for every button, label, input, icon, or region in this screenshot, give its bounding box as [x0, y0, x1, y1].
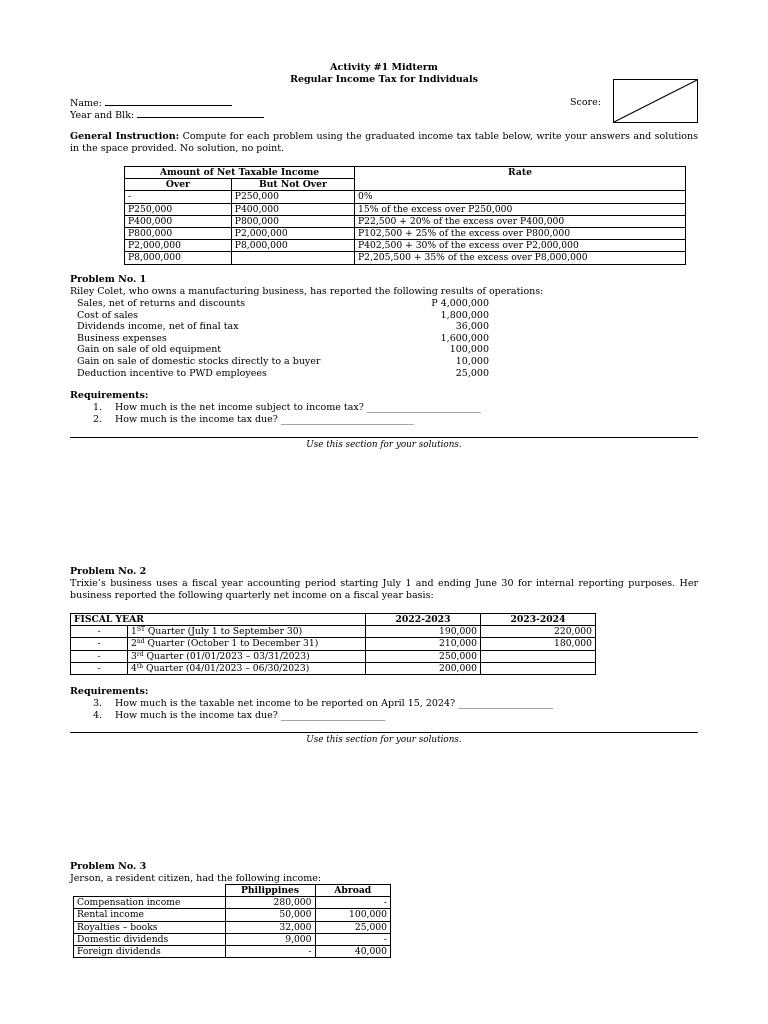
jerson-income-table	[73, 884, 391, 958]
item-label: Business expenses	[77, 332, 167, 344]
table-row	[74, 897, 391, 909]
requirement-text: How much is the income tax due? ______________________	[115, 710, 386, 721]
tax-table-header	[125, 167, 686, 179]
list-item	[77, 321, 489, 333]
header-blank	[74, 885, 226, 897]
requirement-number: 3.	[93, 698, 103, 709]
cell-over: P2,000,000	[125, 240, 232, 252]
cell-not-over	[231, 252, 354, 264]
cell-income-label: Royalties – books	[74, 921, 226, 933]
table-row	[74, 921, 391, 933]
cell-quarter	[128, 626, 366, 638]
fiscal-year-table	[70, 613, 596, 675]
income-table-header	[74, 885, 391, 897]
cell-rate: P402,500 + 30% of the excess over P2,000,000	[355, 240, 686, 252]
page-subtitle: Regular Income Tax for Individuals	[290, 74, 478, 85]
item-value: 1,600,000	[440, 332, 489, 344]
cell-abroad: -	[315, 897, 391, 909]
cell-2022-2023: 190,000	[366, 626, 481, 638]
cell-quarter	[128, 638, 366, 650]
cell-not-over: P2,000,000	[231, 227, 354, 239]
cell-over: P8,000,000	[125, 252, 232, 264]
table-row	[125, 227, 686, 239]
requirement-text: How much is the net income subject to income tax? ________________________	[115, 402, 481, 413]
cell-over: P250,000	[125, 203, 232, 215]
requirement-item	[93, 414, 414, 426]
cell-over: P400,000	[125, 215, 232, 227]
cell-abroad: 100,000	[315, 909, 391, 921]
cell-abroad: -	[315, 933, 391, 945]
requirement-item	[93, 710, 385, 722]
cell-rate: P22,500 + 20% of the excess over P400,000	[355, 215, 686, 227]
cell-not-over: P250,000	[231, 191, 354, 203]
table-row	[71, 662, 596, 674]
cell-over: -	[125, 191, 232, 203]
cell-philippines: 9,000	[225, 933, 315, 945]
header-amount: Amount of Net Taxable Income	[125, 167, 355, 179]
cell-philippines: -	[225, 945, 315, 957]
requirement-text: How much is the income tax due? ____________________________	[115, 414, 414, 425]
cell-2023-2024	[481, 650, 596, 662]
solution-note: Use this section for your solutions.	[306, 735, 462, 745]
cell-dash: -	[71, 638, 128, 650]
fiscal-table-header	[71, 614, 596, 626]
solution-divider	[70, 437, 698, 438]
graduated-tax-table	[124, 166, 686, 265]
cell-quarter	[128, 662, 366, 674]
quarter-suffix: ST	[136, 626, 145, 634]
cell-rate: P2,205,500 + 35% of the excess over P8,000,000	[355, 252, 686, 264]
solution-divider	[70, 732, 698, 733]
cell-rate: 0%	[355, 191, 686, 203]
item-value: P 4,000,000	[431, 298, 489, 309]
table-row	[74, 909, 391, 921]
cell-dash: -	[71, 650, 128, 662]
score-diagonal-icon	[614, 80, 697, 122]
item-label: Deduction incentive to PWD employees	[77, 367, 267, 379]
requirement-number: 2.	[93, 414, 103, 425]
problem2-heading: Problem No. 2	[70, 566, 147, 577]
list-item	[77, 298, 489, 310]
solution-note: Use this section for your solutions.	[306, 440, 462, 450]
cell-rate: 15% of the excess over P250,000	[355, 203, 686, 215]
instruction-label: General Instruction:	[70, 131, 180, 142]
cell-income-label: Compensation income	[74, 897, 226, 909]
requirement-text: How much is the taxable net income to be reported on April 15, 2024? ____________________	[115, 698, 554, 709]
requirement-number: 1.	[93, 402, 103, 413]
cell-income-label: Foreign dividends	[74, 945, 226, 957]
list-item	[77, 344, 489, 356]
instruction-text: Compute for each problem using the graduated income tax table below, write your answers and solutions in the space provided. No solution, no point.	[70, 131, 699, 154]
year-line	[137, 109, 264, 118]
header-fiscal-year: FISCAL YEAR	[71, 614, 366, 626]
requirement-item	[93, 402, 481, 414]
item-label: Cost of sales	[77, 309, 139, 321]
cell-not-over: P800,000	[231, 215, 354, 227]
name-field[interactable]	[70, 97, 232, 110]
table-row	[74, 933, 391, 945]
cell-over: P800,000	[125, 227, 232, 239]
page-title: Activity #1 Midterm	[330, 62, 438, 73]
header-rate: Rate	[355, 167, 686, 191]
quarter-suffix: nd	[136, 638, 145, 646]
cell-philippines: 50,000	[225, 909, 315, 921]
table-row	[71, 638, 596, 650]
quarter-suffix: th	[136, 662, 144, 670]
table-row	[125, 203, 686, 215]
item-value: 10,000	[455, 356, 489, 367]
list-item	[77, 310, 489, 322]
header-abroad: Abroad	[315, 885, 391, 897]
header-2023-2024: 2023-2024	[481, 614, 596, 626]
header-not-over: But Not Over	[231, 179, 354, 191]
problem2-req-heading: Requirements:	[70, 686, 149, 697]
cell-abroad: 40,000	[315, 945, 391, 957]
item-value: 1,800,000	[440, 309, 489, 321]
cell-not-over: P400,000	[231, 203, 354, 215]
item-label: Sales, net of returns and discounts	[77, 298, 246, 309]
cell-2022-2023: 200,000	[366, 662, 481, 674]
list-item	[77, 368, 489, 380]
item-value: 25,000	[455, 367, 489, 379]
item-value: 100,000	[449, 344, 489, 356]
table-row	[125, 252, 686, 264]
quarter-suffix: rd	[136, 650, 144, 658]
cell-2022-2023: 250,000	[366, 650, 481, 662]
problem1-intro: Riley Colet, who owns a manufacturing business, has reported the following results of operations:	[70, 286, 544, 297]
year-block-field[interactable]	[70, 109, 264, 122]
quarter-label: Quarter (04/01/2023 – 06/30/2023)	[143, 662, 310, 674]
name-label: Name:	[70, 98, 102, 109]
quarter-label: Quarter (July 1 to September 30)	[144, 626, 303, 638]
year-label: Year and Blk:	[70, 110, 135, 121]
cell-dash: -	[71, 626, 128, 638]
cell-not-over: P8,000,000	[231, 240, 354, 252]
cell-quarter	[128, 650, 366, 662]
table-row	[125, 240, 686, 252]
problem1-req-heading: Requirements:	[70, 390, 149, 401]
score-box[interactable]	[613, 79, 698, 123]
cell-2023-2024: 220,000	[481, 626, 596, 638]
cell-abroad: 25,000	[315, 921, 391, 933]
cell-2023-2024	[481, 662, 596, 674]
cell-philippines: 32,000	[225, 921, 315, 933]
item-label: Gain on sale of domestic stocks directly to a buyer	[77, 356, 321, 367]
quarter-ordinal: 4	[131, 662, 137, 674]
cell-income-label: Domestic dividends	[74, 933, 226, 945]
header-2022-2023: 2022-2023	[366, 614, 481, 626]
problem1-heading: Problem No. 1	[70, 274, 147, 285]
item-label: Gain on sale of old equipment	[77, 344, 222, 356]
cell-dash: -	[71, 662, 128, 674]
quarter-ordinal: 2	[131, 638, 137, 650]
table-row	[74, 945, 391, 957]
cell-rate: P102,500 + 25% of the excess over P800,000	[355, 227, 686, 239]
quarter-label: Quarter (October 1 to December 31)	[144, 638, 319, 650]
problem2-intro: Trixie’s business uses a fiscal year accounting period starting July 1 and ending June 30 for internal reporting purposes. Her business reported the following quarterly net income on a fiscal year basis:	[70, 578, 698, 601]
list-item	[77, 356, 489, 368]
list-item	[77, 333, 489, 345]
table-row	[71, 626, 596, 638]
cell-philippines: 280,000	[225, 897, 315, 909]
header-over: Over	[125, 179, 232, 191]
header-philippines: Philippines	[225, 885, 315, 897]
problem3-heading: Problem No. 3	[70, 861, 147, 872]
general-instruction	[70, 131, 698, 154]
quarter-ordinal: 3	[131, 650, 137, 662]
table-row	[71, 650, 596, 662]
requirement-item	[93, 698, 553, 710]
quarter-ordinal: 1	[131, 626, 137, 638]
name-line	[105, 97, 232, 106]
problem3-intro: Jerson, a resident citizen, had the following income:	[70, 873, 322, 884]
requirement-number: 4.	[93, 710, 103, 721]
quarter-label: Quarter (01/01/2023 – 03/31/2023)	[143, 650, 310, 662]
table-row	[125, 191, 686, 203]
cell-2022-2023: 210,000	[366, 638, 481, 650]
score-label: Score:	[570, 97, 601, 108]
table-row	[125, 215, 686, 227]
item-label: Dividends income, net of final tax	[77, 321, 239, 333]
item-value: 36,000	[455, 321, 489, 333]
cell-income-label: Rental income	[74, 909, 226, 921]
cell-2023-2024: 180,000	[481, 638, 596, 650]
